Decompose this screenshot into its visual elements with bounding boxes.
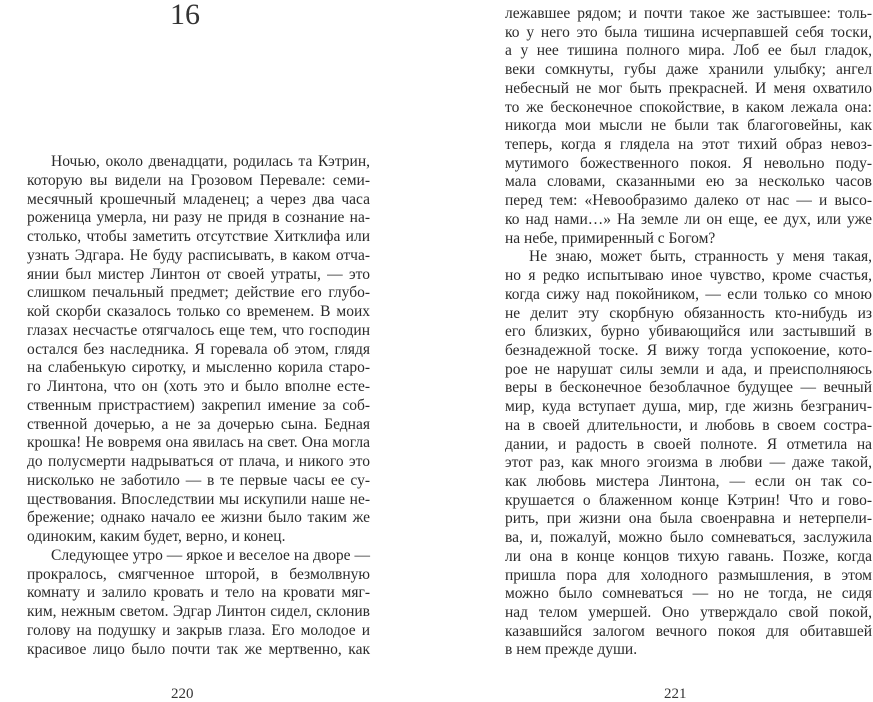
text-line: красивое лицо было почти так же мертвенно, как — [27, 640, 370, 658]
text-line: этот раз, как много эгоизма в любви — даже такой, — [505, 454, 872, 472]
text-line: перед тем: «Невообразимо далеко от нас — и высо- — [505, 192, 872, 210]
chapter-number: 16 — [170, 0, 200, 31]
text-line: крушается о блаженном конце Кэтрин! Что и гово- — [505, 491, 872, 509]
text-line: ва, и, пожалуй, можно было сомневаться, заслужила — [505, 529, 872, 547]
text-line: но я редко испытываю иное чувство, кроме счастья, — [505, 267, 872, 285]
text-line: месячный крошечный младенец; а через два часа — [27, 190, 370, 208]
text-line: ким, нежным светом. Эдгар Линтон сидел, склонив — [27, 603, 370, 620]
text-line: над телом умершей. Оно утверждало свой покой, — [505, 604, 872, 621]
text-line: комнату и залило кровать и тело на кровати мяг- — [27, 584, 370, 602]
text-line: мутимого божественного покоя. Я невольно поду- — [505, 154, 872, 172]
text-line: веки сомкнуты, губы даже хранили улыбку; ангел — [505, 61, 872, 79]
text-line: крошка! Не вовремя она явилась на свет. Она могла — [27, 434, 370, 452]
text-line: голову на подушку и закрыв глаза. Его молодое и — [27, 621, 370, 639]
text-line: на небе, примиренный с Богом? — [505, 229, 716, 247]
right-page — [440, 0, 873, 702]
paragraph — [27, 153, 370, 547]
text-line: веры в бесконечное безоблачное будущее — вечный — [505, 379, 872, 397]
right-page-text — [505, 5, 872, 660]
text-line: одиноким, каким будет, верно, и конец. — [27, 528, 286, 545]
text-line: столько, чтобы заметить отсутствие Хитклифа или — [27, 228, 370, 245]
text-line: то же бесконечное спокойствие, в каком лежала она: — [505, 98, 872, 116]
text-line: прокралось, смягченное шторой, в безмолвную — [27, 565, 370, 583]
text-line: ственной дочерью, а не за дочерью сына. Бедная — [27, 415, 370, 433]
text-line: пришла пора для холодного размышления, в этом — [505, 566, 872, 584]
text-line: безнадежной тоске. Я вижу тогда успокоение, кото- — [505, 341, 872, 359]
text-line: мала словами, сказанными ею за несколько часов — [505, 173, 872, 191]
text-line: до полусмерти надрываться от плача, и никого это — [27, 453, 370, 470]
text-line: ли она в конце концов тихую гавань. Позже, когда — [505, 547, 872, 565]
text-line: брежение; однако начало ее жизни было таким же — [27, 509, 370, 527]
text-line: никогда мои мысли не были так благоговейны, как — [505, 117, 872, 135]
text-line: роженица умерла, ни разу не придя в сознание на- — [27, 209, 370, 227]
text-line: Ночью, около двенадцати, родилась та Кэтрин, — [51, 153, 370, 170]
text-line: янии был мистер Линтон от своей утраты, — это — [27, 265, 370, 283]
text-line: его близких, бурно убивающийся или застывший в — [505, 323, 872, 341]
text-line: слишком печальный предмет; действие его глубо- — [27, 284, 370, 302]
text-line: можно было сомневаться — но не тогда, не сидя — [505, 585, 872, 603]
text-line: кой скорби сказалось только со временем. В моих — [27, 303, 370, 320]
text-line: нисколько не заботило — в те первые часы ее су- — [27, 471, 370, 489]
text-line: теперь, когда я глядела на этот тихий образ невоз- — [505, 136, 872, 154]
text-line: рое не нарушат силы земли и ада, и преисполняюсь — [505, 360, 872, 378]
text-line: дании, и радость в своей полноте. Я отметила на — [505, 435, 872, 453]
text-line: не делит эту скорбную обязанность кто-нибудь из — [505, 304, 872, 322]
text-line: на слабенькую сиротку, и мысленно корила старо- — [27, 359, 370, 377]
paragraph — [505, 5, 872, 248]
text-line: остался без наследника. Я горевала об этом, глядя — [27, 340, 370, 358]
text-line: глазах несчастье отягчалось еще тем, что господин — [27, 321, 370, 339]
page-number-right: 221 — [664, 686, 687, 702]
text-line: когда сижу над покойником, — если только со мною — [505, 285, 872, 303]
text-line: ществования. Впоследствии мы искупили наше не- — [27, 490, 370, 508]
text-line: го Линтона, что он (хоть это и было вполне есте- — [27, 378, 370, 395]
text-line: мир, куда вступает душа, мир, где жизнь безгранич- — [505, 398, 872, 416]
text-line: Не знаю, может быть, странность у меня такая, — [529, 248, 872, 266]
text-line: в нем прежде души. — [505, 641, 638, 659]
text-line: узнать Эдгара. Не буду расписывать, в каком отча- — [27, 246, 370, 264]
text-line: лежавшее рядом; и почти такое же застывшее: толь- — [505, 5, 872, 22]
text-line: ко над нами…» На земле ли он еще, ее дух, или уже — [505, 210, 872, 228]
text-line: ственным пристрастием) закрепил имение за соб- — [27, 396, 370, 414]
page-number-left: 220 — [171, 686, 194, 702]
text-line: рить, при жизни она была своенравна и нетерпели- — [505, 510, 872, 528]
text-line: ко у него это была тишина исчерпавшей себя тоски, — [505, 23, 872, 41]
paragraph — [27, 547, 370, 660]
text-line: а у нее тишина полного мира. Лоб ее был гладок, — [505, 42, 872, 60]
paragraph — [505, 248, 872, 660]
text-line: которую вы видели на Грозовом Перевале: семи- — [27, 171, 370, 189]
text-line: на в своей длительности, и любовь в своем сострa- — [505, 416, 872, 434]
text-line: Следующее утро — яркое и веселое на дворе — — [51, 546, 370, 564]
text-line: как любовь мистера Линтона, — если он так со- — [505, 472, 872, 490]
left-page-text — [27, 153, 370, 659]
text-line: небесный не мог быть прекрасней. И меня охватило — [505, 79, 872, 97]
text-line: казавшийся залогом вечного покоя для обитавшей — [505, 622, 872, 640]
